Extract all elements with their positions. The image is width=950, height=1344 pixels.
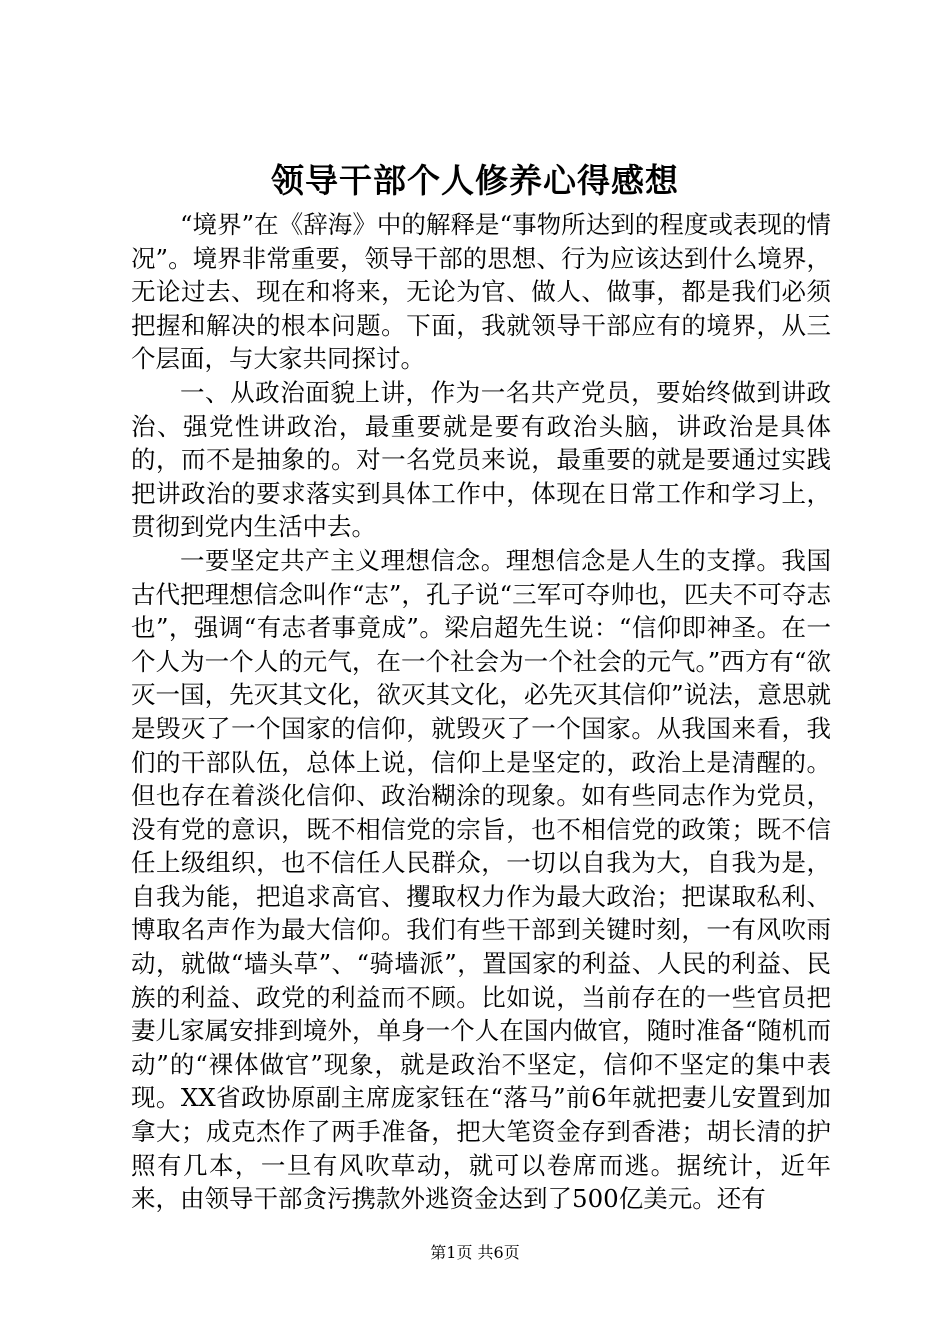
- paragraph-section-one: 一、从政治面貌上讲，作为一名共产党员，要始终做到讲政治、强党性讲政治，最重要就是要有政治头脑，讲政治是具体的，而不是抽象的。对一名党员来说，最重要的就是要通过实践把讲政治的要求落实到具体工作中，体现在日常工作和学习上，贯彻到党内生活中去。: [131, 377, 831, 542]
- paragraph-ideals: 一要坚定共产主义理想信念。理想信念是人生的支撑。我国古代把理想信念叫作“志”，孔子说“三军可夺帅也，匹夫不可夺志也”，强调“有志者事竟成”。梁启超先生说：“信仰即神圣。在一个人为一个人的元气，在一个社会为一个社会的元气。”西方有“欲灭一国，先灭其文化，欲灭其文化，必先灭其信仰”说法，意思就是毁灭了一个国家的信仰，就毁灭了一个国家。从我国来看，我们的干部队伍，总体上说，信仰上是坚定的，政治上是清醒的。但也存在着淡化信仰、政治糊涂的现象。如有些同志作为党员，没有党的意识，既不相信党的宗旨，也不相信党的政策；既不信任上级组织，也不信任人民群众，一切以自我为大，自我为是，自我为能，把追求高官、攫取权力作为最大政治；把谋取私利、博取名声作为最大信仰。我们有些干部到关键时刻，一有风吹雨动，就做“墙头草”、“骑墙派”，置国家的利益、人民的利益、民族的利益、政党的利益而不顾。比如说，当前存在的一些官员把妻儿家属安排到境外，单身一个人在国内做官，随时准备“随机而动”的“裸体做官”现象，就是政治不坚定，信仰不坚定的集中表现。XX省政协原副主席庞家钰在“落马”前6年就把妻儿安置到加拿大；成克杰作了两手准备，把大笔资金存到香港；胡长清的护照有几本，一旦有风吹草动，就可以卷席而逃。据统计，近年来，由领导干部贪污携款外逃资金达到了500亿美元。还有: [131, 545, 831, 1214]
- page-footer: 第1页 共6页: [430, 1243, 520, 1262]
- document-body: [131, 208, 831, 1216]
- paragraph-intro: “境界”在《辞海》中的解释是“事物所达到的程度或表现的情况”。境界非常重要，领导干部的思想、行为应该达到什么境界，无论过去、现在和将来，无论为官、做人、做事，都是我们必须把握和解决的根本问题。下面，我就领导干部应有的境界，从三个层面，与大家共同探讨。: [131, 210, 831, 374]
- document-title: 领导干部个人修养心得感想: [271, 161, 679, 200]
